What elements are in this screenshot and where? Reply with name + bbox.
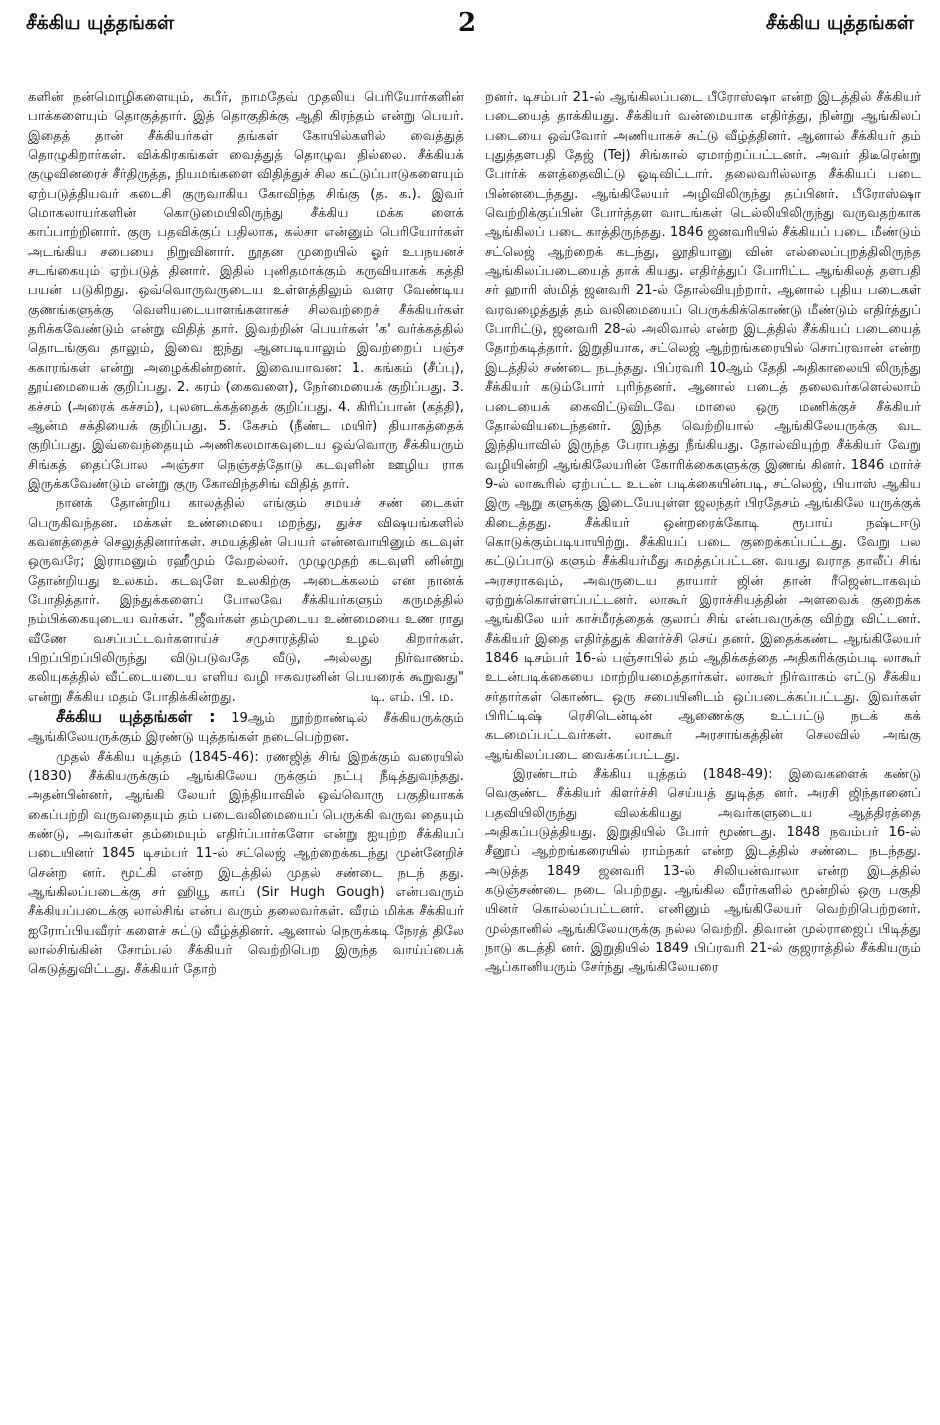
paragraph-first-war: முதல் சீக்கிய யுத்தம் (1845-46): ரணஜித் சிங் இறக்கும் வரையில் (1830) சீக்கியருக்கும் ஆங்கிலேய ருக்கும் நட்பு நீடித்துவந்தது. அதன்பின்னர், ஆங்கி லேயர் இந்தியாவில் ஒவ்வொரு பகுதியாகக் கைப்பற்றி வருவதையும் தம் படைவலிமையைப் பெருக்கி வருவ தையும் கண்டு, அவர்கள் தம்மையும் எதிர்ப்பார்களோ என்று ஐயுற்ற சீக்கியப் படையினர் 1845 டிசம்பர் 11-ல் சட்லெஜ் ஆற்றைக்கடந்து முன்னேறிச் சென்ற னர். மூட்கி என்ற இடத்தில் முதல் சண்டை நடந் தது. ஆங்கிலப்படைக்கு சர் ஹியூ காப் (Sir Hugh Gough) என்பவரும் சீக்கியப்படைக்கு லால்சிங் என்ப வரும் தலைவர்கள். வீரம் மிக்க சீக்கியர் ஐரோப்பியவீரர் களைச் சுட்டு வீழ்த்தினர். ஆனால் நெருக்கடி நேரத் திலே லால்சிங்கின் சோம்பல் சீக்கியர் வெற்றிபெற இருந்த வாய்ப்பைக் கெடுத்துவிட்டது. சீக்கியர் தோற்	[28, 749, 464, 978]
section-intro: 19ஆம் நூற்றாண்டில் சீக்கியருக்கும் ஆங்கிலேயருக்கும் இரண்டு யுத்தங்கள் நடைபெற்றன.	[28, 711, 464, 746]
paragraph-nanak-text: நானக் தோன்றிய காலத்தில் எங்கும் சமயச் சண் டைகள் பெருகிவந்தன. மக்கள் உண்மையை மறந்து, துச்ச விஷயங்களில் கவனத்தைச் செலுத்தினார்கள். சமயத்தின் பெயர் என்னவாயினும் கடவுள் ஒருவரே; இராமனும் ரஹீமும் வேறல்லர். முழுமுதற் கடவுளி னின்று தோன்றியது உலகம். கடவுளே உலகிற்கு அடைக்கலம் என நானக் போதித்தார். இந்துக்களைப் போலவே சீக்கியர்களும் கருமத்தில் நம்பிக்கையுடைய வர்கள். "ஜீவர்கள் தம்முடைய உண்மையை உண ராது வீணே வசப்பட்டவர்களாய்ச் சமுசாரத்தில் உழல் கிறார்கள். பிறப்பிறப்பிலிருந்து விடுபடுவதே வீடு, அல்லது நிர்வாணம். கலியுகத்தில் வீட்டையடைய எளிய வழி ஈசுவரனின் பெயரைக் கூறுவது" என்று சீக்கிய மதம் போதிக்கின்றது.	[28, 496, 464, 705]
paragraph-nanak-teachings	[28, 494, 464, 707]
paragraph-first-war-continued: றனர். டிசம்பர் 21-ல் ஆங்கிலப்படை பீரோஸ்ஷா என்ற இடத்தில் சீக்கியர் படையைத் தாக்கியது. சீக்கியர் வன்மையாக எதிர்த்து, நின்று ஆங்கிலப் படையை ஒவ்வோர் அணியாகச் சுட்டு வீழ்த்தினர். ஆனால் சீக்கியர் தம் புதுத்தளபதி தேஜ் (Tej) சிங்கால் ஏமாற்றப்பட்டனர். அவர் திடீரென்று போர்க் களத்தைவிட்டு ஓடிவிட்டார். தலைவரில்லாத சீக்கியப் படை பின்னடைந்தது. ஆங்கிலேயர் அழிவிலிருந்து தப்பினர். பீரோஸ்ஷா வெற்றிக்குப்பின் போர்த்தள வாடங்கள் டெல்லியிலிருந்து வருவதற்காக ஆங்கிலப் படை காத்திருந்தது. 1846 ஜனவரியில் சீக்கியப் படை மீண்டும் சட்லெஜ் ஆற்றைக் கடந்து, லூதியானு வின் எல்லைப்புறத்திலிருந்த ஆங்கிலப்படையைத் தாக் கியது. எதிர்த்துப் போரிட்ட ஆங்கிலத் தளபதி சர் ஹாரி ஸ்மித் ஜனவரி 21-ல் தோல்வியுற்றார். ஆனால் புதிய படைகள் வரவழைத்துத் தம் வலிமையைப் பெருக்கிக்கொண்டு மீண்டும் எதிர்த்துப் போரிட்டு, ஜனவரி 28-ல் அலிவால் என்ற இடத்தில் சீக்கியப் படையைத் தோற்கடித்தார். இறுதியாக, சட்லெஜ் ஆற்றங்கரையில் சொப்ரவான் என்ற இடத்தில் சண்டை நடந்தது. பிப்ரவரி 10ஆம் தேதி அதிகாலையி லிருந்து சீக்கியர் கடும்போர் புரிந்தனர். ஆனால் படைத் தலைவர்களெல்லாம் படையைக் கைவிட்டுவிடவே மாலை ஒரு மணிக்குச் சீக்கியர் தோல்வியடைந்தனர். இந்த வெற்றியால் ஆங்கிலேயருக்கு வட இந்தியாவில் இருந்த பேராபத்து நீங்கியது. தோல்வியுற்ற சீக்கியர் வேறு வழியின்றி ஆங்கிலேயரின் கோரிக்கைகளுக்கு இணங் கினர். 1846 மார்ச் 9-ல் லாகூரில் ஏற்பட்ட உடன் படிக்கையின்படி, சட்லெஜ், பியாஸ் ஆகிய இரு ஆறு களுக்கு இடையேயுள்ள ஜலந்தர் பிரதேசம் ஆங்கிலே யருக்குக் கிடைத்தது. சீக்கியர் ஒன்றரைக்கோடி ரூபாய் நஷ்டஈடு கொடுக்கும்படியாயிற்று. சீக்கியப் படை குறைக்கப்பட்டது. வேறு பல கட்டுப்பாடு களும் சீக்கியர்மீது சுமத்தப்பட்டன. வயது வராத தாலீப் சிங் அரசராகவும், அவருடைய தாயார் ஜின் தான் ரீஜென்டாகவும் ஏற்றுக்கொள்ளப்பட்டனர். லாகூர் இராச்சியத்தின் அளவைக் குறைக்க ஆங்கிலே யர் காச்மீரத்தைக் குலாப் சிங் என்பவருக்கு விற்று விட்டனர். சீக்கியர் இதை எதிர்த்துக் கிளர்ச்சி செய் தனர். இதைக்கண்ட ஆங்கிலேயர் 1846 டிசம்பர் 16-ல் பஞ்சாபில் தம் ஆதிக்கத்தை அதிகரிக்கும்படி லாகூர் உடன்படிக்கையை மாற்றியமைத்தார்கள். லாகூர் நிர்வாகம் எட்டு சீக்கிய சர்தார்கள் கொண்ட ஒரு சபையினிடம் ஒப்படைக்கப்பட்டது. இவர்கள் பிரிட்டிஷ் ரெசிடென்டின் ஆணைக்கு உட்பட்டு நடக் கக் கடமைப்பட்டவர்கள். லாகூர் அரசாங்கத்தின் செலவில் அங்கு ஆங்கிலப்படை வைக்கப்பட்டது.	[485, 90, 921, 763]
left-column	[28, 88, 464, 1408]
author-initials: டி. எம். பி. ம.	[370, 689, 454, 705]
section-sikh-wars	[28, 707, 464, 748]
paragraph-second-war: இரண்டாம் சீக்கிய யுத்தம் (1848-49): இவைகளைக் கண்டு வெகுண்ட சீக்கியர் கிளர்ச்சி செய்யத் துடித்த னர். அரசி ஜிந்தானைப் பதவியிலிருந்து விலக்கியது அவர்களுடைய ஆத்திரத்தை அதிகப்படுத்தியது. இறுதியில் போர் மூண்டது. 1848 நவம்பர் 16-ல் சீனூப் ஆற்றங்கரையில் ராம்நகர் என்ற இடத்தில் சண்டை நடந்தது. அடுத்த 1849 ஜனவரி 13-ல் சிலியன்வாலா என்ற இடத்தில் கடுஞ்சண்டை நடை பெற்றது. ஆங்கில வீரர்களில் மூன்றில் ஒரு பகுதி யினர் கொல்லப்பட்டனர். எனினும் ஆங்கிலேயர் வெற்றிபெற்றனர். முல்தானில் ஆங்கிலேயருக்கு நல்ல வெற்றி. திவான் முல்ராஜைப் பிடித்து நாடு கடத்தி னர். இறுதியில் 1849 பிப்ரவரி 21-ல் குஜராத்தில் சீக்கியரும் ஆப்கானியரும் சேர்ந்து ஆங்கிலேயரை	[485, 767, 921, 976]
running-title-left: சீக்கிய யுத்தங்கள்	[26, 12, 175, 34]
paragraph-adi-granth: களின் நன்மொழிகளையும், கபீர், நாமதேவ் முதலிய பெரியோர்களின் பாக்களையும் தொகுத்தார். இத் தொகுதிக்கு ஆதி கிரந்தம் என்று பெயர். இதைத் தான் சீக்கியர்கள் தங்கள் கோயில்களில் வைத்துத் தொழுகிறார்கள். விக்கிரகங்கள் வைத்துத் தொழுவ தில்லை. சீக்கியக் குழுவினரைச் சீர்திருத்த, நியமங்களை விதித்துச் சில கட்டுப்பாடுகளையும் ஏற்படுத்தியவர் கடைசி குருவாகிய கோவிந்த சிங்கு (த. க.). இவர் மொகலாயர்களின் கொடுமையிலிருந்து சீக்கிய மக்க ளைக் காப்பாற்றினார். குரு பதவிக்குப் பதிலாக, கல்சா என்னும் பெரியோர்கள் அடங்கிய சபையை நிறுவினார். நூதன முறையில் ஓர் உபநயனச் சடங்கையும் ஏற்படுத் தினார். இதில் புனிதமாக்கும் கருவியாகக் கத்தி பயன் படுகிறது. ஒவ்வொருவருடைய உள்ளத்திலும் வளர வேண்டிய குணங்களுக்கு வெளியடையாளங்களாகச் சிலவற்றைச் சீக்கியர்கள் தரிக்கவேண்டும் என்று விதித் தார். இவற்றின் பெயர்கள் 'க' வர்க்கத்தில் தொடங்குவ தாலும், இவை ஐந்து ஆனபடியாலும் இவற்றைப் பஞ்ச ககாரங்கள் என்று அழைக்கின்றனர். இவையாவன: 1. கங்கம் (சீப்பு), தூய்மையைக் குறிப்பது. 2. கரம் (கைவளை), நேர்மையைக் குறிப்பது. 3. கச்சம் (அரைக் கச்சம்), புலனடக்கத்தைக் குறிப்பது. 4. கிரிப்பான் (கத்தி), ஆன்ம சக்தியைக் குறிப்பது. 5. கேசம் (நீண்ட மயிர்) தியாகத்தைக் குறிப்பது. இவ்வைந்தையும் அணிகலமாகவுடைய ஒவ்வொரு சீக்கியரும் சிங்கத் தைப்போல அஞ்சா நெஞ்சத்தோடு கடவுளின் ஊழிய ராக இருக்கவேண்டும் என்று குரு கோவிந்தசிங் விதித் தார்.	[28, 90, 464, 492]
page-header	[0, 0, 940, 44]
page-number: 2	[458, 8, 477, 38]
section-heading: சீக்கிய யுத்தங்கள் :	[56, 707, 216, 726]
right-column	[485, 88, 921, 1408]
running-title-right: சீக்கிய யுத்தங்கள்	[765, 12, 914, 34]
